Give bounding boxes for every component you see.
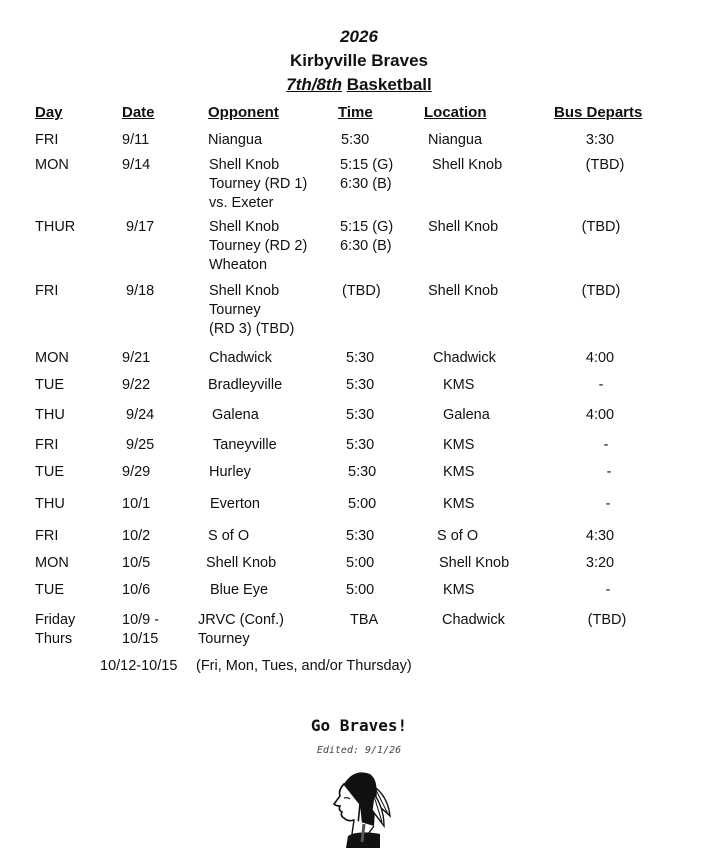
bus-departs-cell: 4:30 [585,528,615,544]
bus-departs-cell: (TBD) [585,157,625,173]
date-cell: 9/25 [126,437,155,453]
location-cell: KMS [443,464,475,480]
date-cell: 9/14 [122,157,151,173]
day-cell: Friday Thurs [35,612,76,647]
tourney-date-range: 10/12-10/15 [100,658,178,674]
time-cell: 5:30 [346,407,375,423]
opponent-cell: S of O [208,528,250,544]
location-cell: Galena [443,407,490,423]
time-cell: 5:30 [341,132,370,148]
bus-departs-cell: (TBD) [581,283,621,299]
time-cell: (TBD) [342,283,381,299]
tourney-days-note: (Fri, Mon, Tues, and/or Thursday) [196,658,412,674]
bus-departs-cell: - [603,437,609,453]
bus-departs-cell: 4:00 [585,407,615,423]
date-cell: 10/9 - 10/15 [122,612,160,647]
date-cell: 10/2 [122,528,151,544]
time-cell: 5:15 (G) 6:30 (B) [340,219,394,254]
opponent-cell: Galena [212,407,259,423]
day-cell: FRI [35,437,59,453]
day-cell: THU [35,407,65,423]
time-cell: 5:30 [348,464,377,480]
location-cell: Niangua [428,132,483,148]
location-cell: KMS [443,377,475,393]
opponent-cell: Shell Knob Tourney (RD 3) (TBD) [209,283,295,337]
time-cell: 5:00 [346,582,375,598]
bus-departs-cell: 4:00 [585,350,615,366]
opponent-cell: Bradleyville [208,377,283,393]
date-cell: 9/18 [126,283,155,299]
time-cell: 5:00 [348,496,377,512]
location-cell: Shell Knob [432,157,503,173]
location-cell: Shell Knob [428,283,499,299]
date-cell: 9/11 [122,132,150,148]
date-cell: 9/22 [122,377,151,393]
bus-departs-cell: - [606,464,612,480]
bus-departs-cell: - [598,377,604,393]
bus-departs-cell: 3:20 [585,555,615,571]
opponent-cell: Everton [210,496,260,512]
sport-label: Basketball [346,75,432,94]
opponent-cell: Blue Eye [210,582,269,598]
location-cell: Shell Knob [439,555,510,571]
opponent-cell: Shell Knob Tourney (RD 2) Wheaton [209,219,308,273]
location-cell: KMS [443,582,475,598]
opponent-cell: Hurley [209,464,251,480]
location-cell: Chadwick [433,350,496,366]
column-header-location: Location [424,104,487,121]
date-cell: 10/6 [122,582,151,598]
day-cell: MON [35,555,69,571]
day-cell: THUR [35,219,76,235]
day-cell: TUE [35,582,64,598]
column-header-time: Time [338,104,373,121]
column-header-day: Day [35,104,63,121]
schedule-subtitle [0,75,718,95]
date-cell: 9/21 [122,350,151,366]
bus-departs-cell: 3:30 [585,132,615,148]
go-braves-slogan: Go Braves! [310,716,408,735]
time-cell: TBA [350,612,379,628]
schedule-year: 2026 [340,27,378,46]
day-cell: THU [35,496,65,512]
day-cell: MON [35,157,69,173]
opponent-cell: Taneyville [213,437,277,453]
day-cell: FRI [35,283,59,299]
column-header-bus-departs: Bus Departs [554,104,643,121]
day-cell: TUE [35,377,64,393]
location-cell: KMS [443,437,475,453]
day-cell: FRI [35,528,59,544]
location-cell: Chadwick [442,612,505,628]
team-name: Kirbyville Braves [290,51,428,70]
brave-head-logo-icon [318,764,402,848]
day-cell: TUE [35,464,64,480]
time-cell: 5:30 [346,350,375,366]
date-cell: 9/17 [126,219,155,235]
location-cell: S of O [437,528,479,544]
bus-departs-cell: (TBD) [581,219,621,235]
time-cell: 5:30 [346,437,375,453]
time-cell: 5:30 [346,377,375,393]
opponent-cell: Shell Knob [206,555,277,571]
grade-label: 7th/8th [286,75,342,94]
column-header-date: Date [122,104,155,121]
location-cell: KMS [443,496,475,512]
bus-departs-cell: (TBD) [587,612,627,628]
time-cell: 5:30 [346,528,375,544]
date-cell: 9/29 [122,464,151,480]
time-cell: 5:00 [346,555,375,571]
bus-departs-cell: - [605,582,611,598]
column-header-opponent: Opponent [208,104,279,121]
opponent-cell: JRVC (Conf.) Tourney [198,612,284,647]
day-cell: MON [35,350,69,366]
location-cell: Shell Knob [428,219,499,235]
bus-departs-cell: - [605,496,611,512]
opponent-cell: Chadwick [209,350,272,366]
edited-date: Edited: 9/1/26 [316,745,402,756]
date-cell: 9/24 [126,407,155,423]
opponent-cell: Niangua [208,132,263,148]
day-cell: FRI [35,132,59,148]
opponent-cell: Shell Knob Tourney (RD 1) vs. Exeter [209,157,308,211]
date-cell: 10/1 [122,496,151,512]
date-cell: 10/5 [122,555,151,571]
time-cell: 5:15 (G) 6:30 (B) [340,157,394,192]
